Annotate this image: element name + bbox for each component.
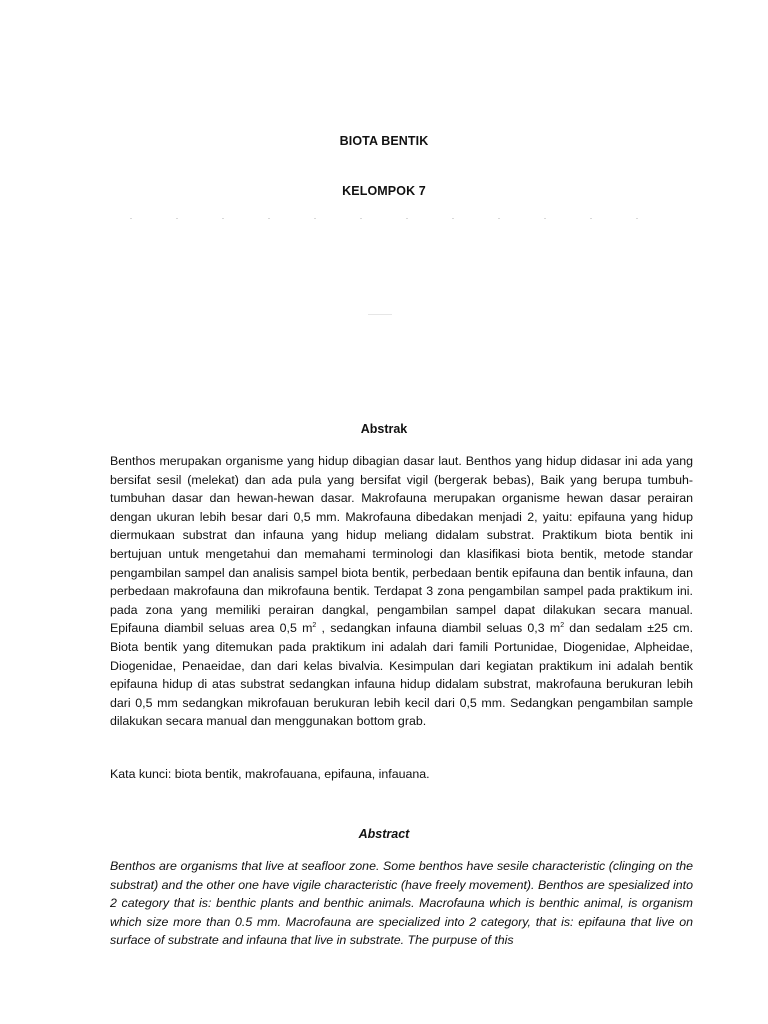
abstrak-heading: Abstrak (360, 422, 408, 436)
abstrak-paragraph (110, 452, 693, 731)
abstrak-text-1: Benthos merupakan organisme yang hidup dibagian dasar laut. Benthos yang hidup didasar ini ada yang bersifat sesil (melekat) dan ada pula yang bersifat vigil (bergerak bebas), Baik yang berupa tumbuh-tumbuhan dasar dan hewan-hewan dasar. Makrofauna merupakan organisme hewan dasar perairan dengan ukuran lebih besar dari 0,5 mm. Makrofauna dibedakan menjadi 2, yaitu: epifauna yang hidup diermukaan substrat dan infauna yang hidup meliang didalam substrat. Praktikum biota bentik ini bertujuan untuk mengetahui dan memahami terminologi dan klasifikasi biota bentik, metode standar pengambilan sampel dan analisis sampel biota bentik, perbedaan bentik epifauna dan bentik infauna, dan perbedaan makrofauna dan mikrofauna bentik. Terdapat 3 zona pengambilan sampel pada praktikum ini. pada zona yang memiliki perairan dangkal, pengambilan sampel dapat dilakukan secara manual. Epifauna diambil seluas area 0,5 m (110, 454, 693, 636)
abstrak-text-3: dan sedalam ±25 cm. Biota bentik yang ditemukan pada praktikum ini adalah dari famili Portunidae, Diogenidae, Alpheidae, Diogenidae, Penaeidae, dan dari kelas bivalvia. Kesimpulan dari kegiatan praktikum ini adalah bentik epifauna hidup di atas substrat sedangkan infauna hidup didalam substrat, makrofauna berukuran lebih dari 0,5 mm sedangkan mikrofauan berukuran lebih kecil dari 0,5 mm. Sedangkan pengambilan sample dilakukan secara manual dan menggunakan bottom grab. (110, 621, 694, 729)
group-label: KELOMPOK 7 (342, 184, 426, 198)
abstract-heading: Abstract (358, 827, 410, 841)
abstrak-text-2: , sedangkan infauna diambil seluas 0,3 m (316, 621, 561, 636)
unit-superscript: 2 (560, 622, 565, 630)
faint-mark (368, 314, 392, 315)
document-title: BIOTA BENTIK (339, 134, 429, 148)
unit-superscript: 2 (312, 622, 317, 630)
keywords-line: Kata kunci: biota bentik, makrofauana, epifauna, infauana. (110, 767, 430, 781)
abstract-paragraph: Benthos are organisms that live at seafloor zone. Some benthos have sesile characteristic (clinging on the substrat) and the other one have vigile characteristic (have freely movement). Benthos are spesialized into 2 category that is: benthic plants and benthic animals. Macrofauna which is benthic animal, is organism which size more than 0.5 mm. Macrofauna are specialized into 2 category, that is: epifauna that live on surface of substrate and infauna that live in substrate. The purpuse of this (110, 859, 693, 948)
faint-author-line (130, 218, 650, 219)
